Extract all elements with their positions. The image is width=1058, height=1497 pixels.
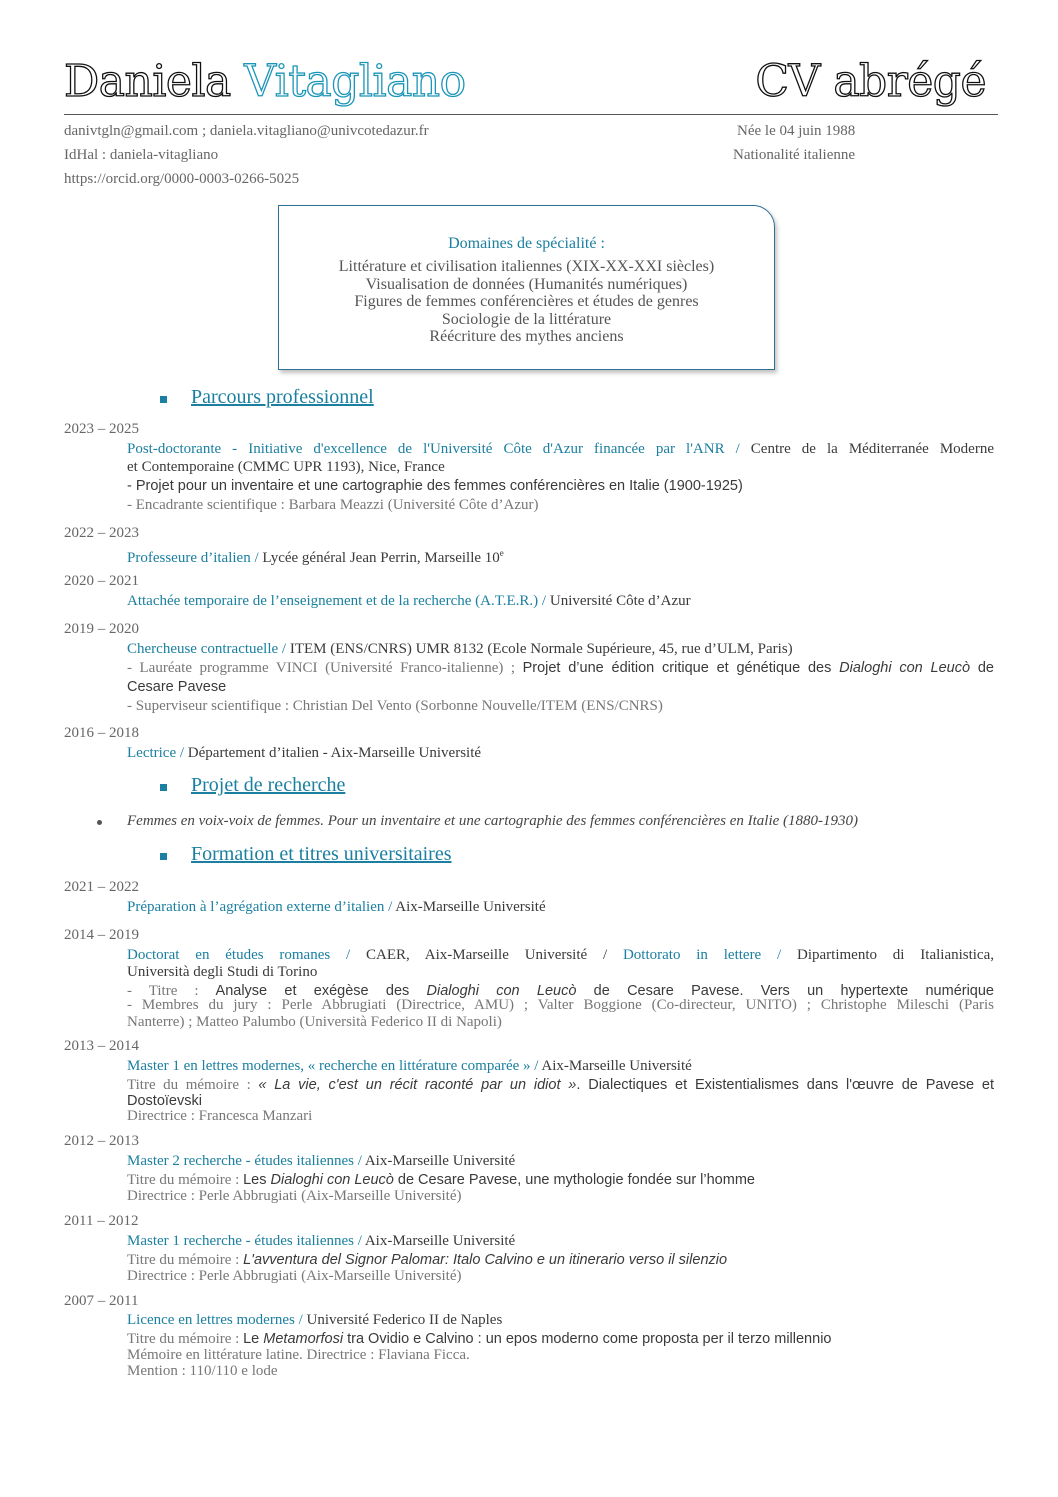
section-title-education: Formation et titres universitaires — [191, 843, 452, 865]
edu-line: Directrice : Perle Abbrugiati (Aix-Marseille Université) — [127, 1188, 462, 1204]
section-bullet — [160, 853, 167, 860]
section-title-pro: Parcours professionnel — [191, 386, 374, 408]
edu-line: Titre du mémoire : L'avventura del Signor Palomar: Italo Calvino e un itinerario verso il silenzio — [127, 1252, 728, 1268]
pro-project: - Projet pour un inventaire et une cartographie des femmes conférencières en Italie (1900-1925) — [127, 478, 743, 494]
edu-line: - Titre : Analyse et exégèse des Dialoghi con Leucò de Cesare Pavese. Vers un hypertexte numérique — [127, 983, 994, 999]
last-name: Vitagliano — [244, 56, 466, 107]
pro-line: Post-doctorante - Initiative d'excellence de l'Université Côte d'Azur financée par l'ANR / Centre de la Méditerranée Moderne — [127, 441, 994, 457]
specialty-item: Réécriture des mythes anciens — [429, 328, 624, 346]
edu-years: 2007 – 2011 — [64, 1293, 139, 1309]
pro-line: Lectrice / Département d’italien - Aix-Marseille Université — [127, 745, 482, 761]
edu-years: 2021 – 2022 — [64, 879, 139, 895]
pro-years: 2020 – 2021 — [64, 573, 139, 589]
edu-line: Master 1 en lettres modernes, « recherche en littérature comparée » / Aix-Marseille Université — [127, 1058, 692, 1074]
pro-years: 2019 – 2020 — [64, 621, 139, 637]
document-title: CV abrégé — [755, 56, 986, 107]
section-title-research: Projet de recherche — [191, 774, 346, 796]
edu-years: 2014 – 2019 — [64, 927, 139, 943]
edu-line: Titre du mémoire : Les Dialoghi con Leucò de Cesare Pavese, une mythologie fondée sur l’homme — [127, 1172, 755, 1188]
pro-years: 2016 – 2018 — [64, 725, 139, 741]
edu-line: Università degli Studi di Torino — [127, 964, 318, 980]
specialty-title: Domaines de spécialité : — [448, 235, 605, 252]
cv-name — [64, 55, 466, 109]
specialty-item: Littérature et civilisation italiennes (XIX-XX-XXI siècles) — [338, 258, 715, 275]
edu-line: Master 1 recherche - études italiennes / Aix-Marseille Université — [127, 1233, 516, 1249]
list-bullet — [97, 820, 102, 825]
section-bullet — [160, 784, 167, 791]
pro-supervisor: - Encadrante scientifique : Barbara Meazzi (Université Côte d’Azur) — [127, 497, 539, 513]
edu-line: Mémoire en littérature latine. Directrice : Flaviana Ficca. — [127, 1347, 470, 1363]
edu-years: 2012 – 2013 — [64, 1133, 139, 1149]
edu-line: - Membres du jury : Perle Abbrugiati (Directrice, AMU) ; Valter Boggione (Co-directeur, UNITO) ; Christophe Mileschi (Paris — [127, 997, 994, 1013]
specialty-item: Sociologie de la littérature — [441, 310, 612, 328]
specialty-box — [278, 205, 775, 370]
idhal-line: IdHal : daniela-vitagliano — [64, 147, 219, 163]
pro-line: - Lauréate programme VINCI (Université Franco-italienne) ; Projet d’une édition critique et génétique des Dialoghi con Leucò de — [127, 660, 994, 676]
header-rule — [64, 114, 998, 115]
edu-line: Nanterre) ; Matteo Palumbo (Università Federico II di Napoli) — [127, 1014, 502, 1030]
edu-line: Directrice : Francesca Manzari — [127, 1108, 313, 1124]
birth-date: Née le 04 juin 1988 — [737, 123, 856, 139]
edu-line: Mention : 110/110 e lode — [127, 1363, 278, 1379]
pro-line: Cesare Pavese — [127, 679, 227, 695]
section-bullet — [160, 396, 167, 403]
edu-line: Dostoïevski — [127, 1093, 202, 1109]
edu-years: 2011 – 2012 — [64, 1213, 139, 1229]
pro-years: 2022 – 2023 — [64, 525, 139, 541]
specialty-list — [279, 258, 774, 346]
edu-line: Préparation à l’agrégation externe d’italien / Aix-Marseille Université — [127, 899, 546, 915]
email-line: danivtgln@gmail.com ; daniela.vitagliano@univcotedazur.fr — [64, 123, 429, 139]
edu-line: Titre du mémoire : Le Metamorfosi tra Ovidio e Calvino : un epos moderno come proposta per il terzo millennio — [127, 1331, 832, 1347]
edu-line: Directrice : Perle Abbrugiati (Aix-Marseille Université) — [127, 1268, 462, 1284]
specialty-item: Figures de femmes conférencières et études de genres — [354, 293, 699, 311]
pro-line: Attachée temporaire de l’enseignement et de la recherche (A.T.E.R.) / Université Côte d’Azur — [127, 593, 691, 609]
specialty-item: Visualisation de données (Humanités numériques) — [365, 275, 688, 293]
research-project: Femmes en voix-voix de femmes. Pour un inventaire et une cartographie des femmes conférencières en Italie (1880-1930) — [127, 813, 859, 829]
pro-line: Chercheuse contractuelle / ITEM (ENS/CNRS) UMR 8132 (Ecole Normale Supérieure, 45, rue d’ULM, Paris) — [127, 641, 793, 657]
pro-line: Professeure d’italien / Lycée général Jean Perrin, Marseille 10e — [127, 548, 504, 566]
edu-line: Doctorat en études romanes / CAER, Aix-Marseille Université / Dottorato in lettere / Dipartimento di Italianistica, — [127, 947, 995, 963]
edu-line: Master 2 recherche - études italiennes / Aix-Marseille Université — [127, 1153, 516, 1169]
pro-line: et Contemporaine (CMMC UPR 1193), Nice, France — [127, 459, 445, 475]
first-name: Daniela — [64, 56, 231, 107]
edu-line: Licence en lettres modernes / Université Federico II de Naples — [127, 1312, 503, 1328]
pro-supervisor: - Superviseur scientifique : Christian Del Vento (Sorbonne Nouvelle/ITEM (ENS/CNRS) — [127, 698, 663, 714]
nationality: Nationalité italienne — [733, 147, 856, 163]
pro-years: 2023 – 2025 — [64, 421, 139, 437]
orcid-line: https://orcid.org/0000-0003-0266-5025 — [64, 171, 300, 187]
edu-years: 2013 – 2014 — [64, 1038, 139, 1054]
edu-line: Titre du mémoire : « La vie, c'est un récit raconté par un idiot ». Dialectiques et Existentialismes dans l'œuvre de Pavese et — [127, 1077, 994, 1093]
